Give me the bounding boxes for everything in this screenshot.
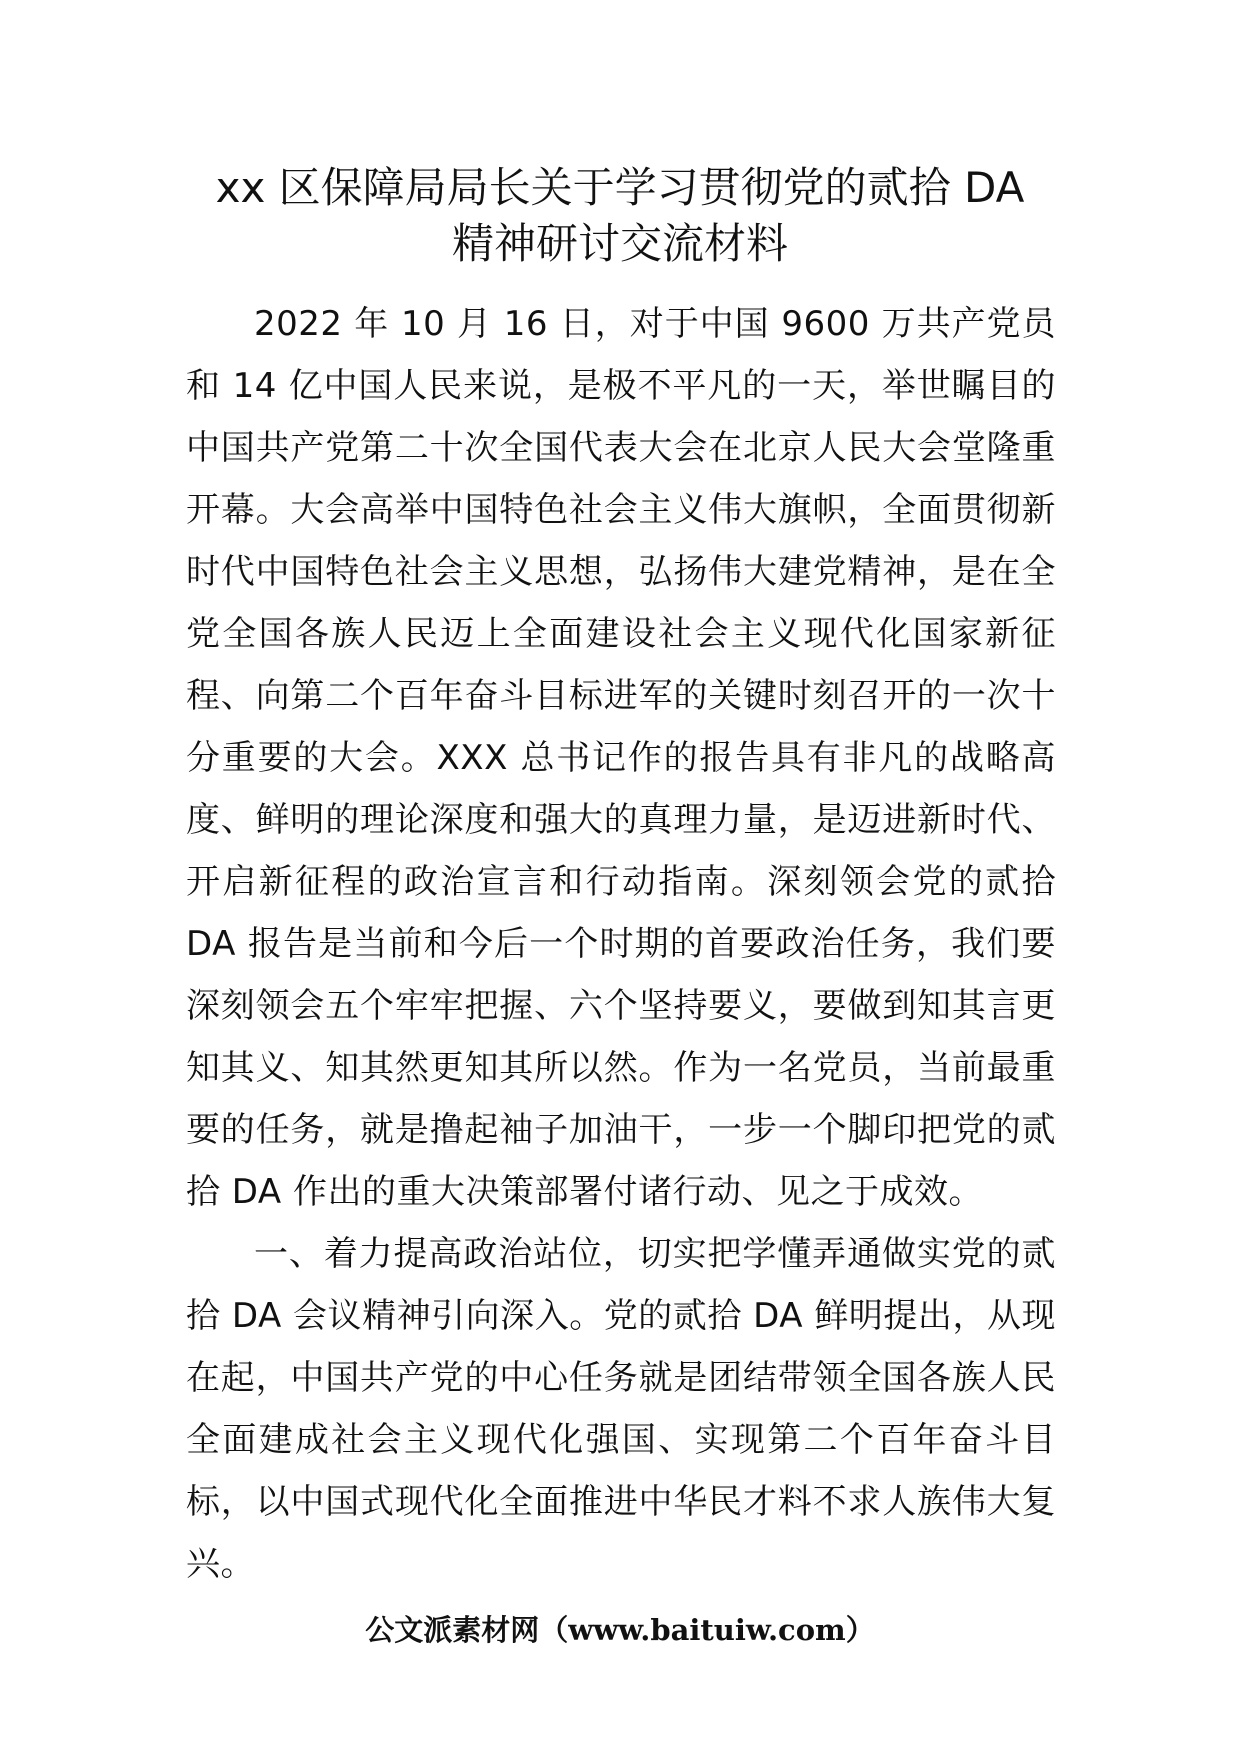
title-line-2: 精神研讨交流材料	[451, 219, 788, 268]
document-body	[186, 293, 1056, 1595]
paragraph-intro: 2022 年 10 月 16 日，对于中国 9600 万共产党员和 14 亿中国人民来说，是极不平凡的一天，举世瞩目的中国共产党第二十次全国代表大会在北京人民大会堂隆重开幕。大会高举中国特色社会主义伟大旗帜，全面贯彻新时代中国特色社会主义思想，弘扬伟大建党精神，是在全党全国各族人民迈上全面建设社会主义现代化国家新征程、向第二个百年奋斗目标进军的关键时刻召开的一次十分重要的大会。XXX 总书记作的报告具有非凡的战略高度、鲜明的理论深度和强大的真理力量，是迈进新时代、开启新征程的政治宣言和行动指南。深刻领会党的贰拾 DA 报告是当前和今后一个时期的首要政治任务，我们要深刻领会五个牢牢把握、六个坚持要义，要做到知其言更知其义、知其然更知其所以然。作为一名党员，当前最重要的任务，就是撸起袖子加油干，一步一个脚印把党的贰拾 DA 作出的重大决策部署付诸行动、见之于成效。	[186, 304, 1056, 1212]
document-title	[180, 160, 1060, 272]
title-line-1: xx 区保障局局长关于学习贯彻党的贰拾 DA	[215, 163, 1025, 212]
paragraph-section-1: 一、着力提高政治站位，切实把学懂弄通做实党的贰拾 DA 会议精神引向深入。党的贰拾 DA 鲜明提出，从现在起，中国共产党的中心任务就是团结带领全国各族人民全面建成社会主义现代化强国、实现第二个百年奋斗目标，以中国式现代化全面推进中华民才料不求人族伟大复兴。	[186, 1234, 1056, 1584]
source-footer: 公文派素材网（www.baituiw.com）	[365, 1613, 875, 1647]
